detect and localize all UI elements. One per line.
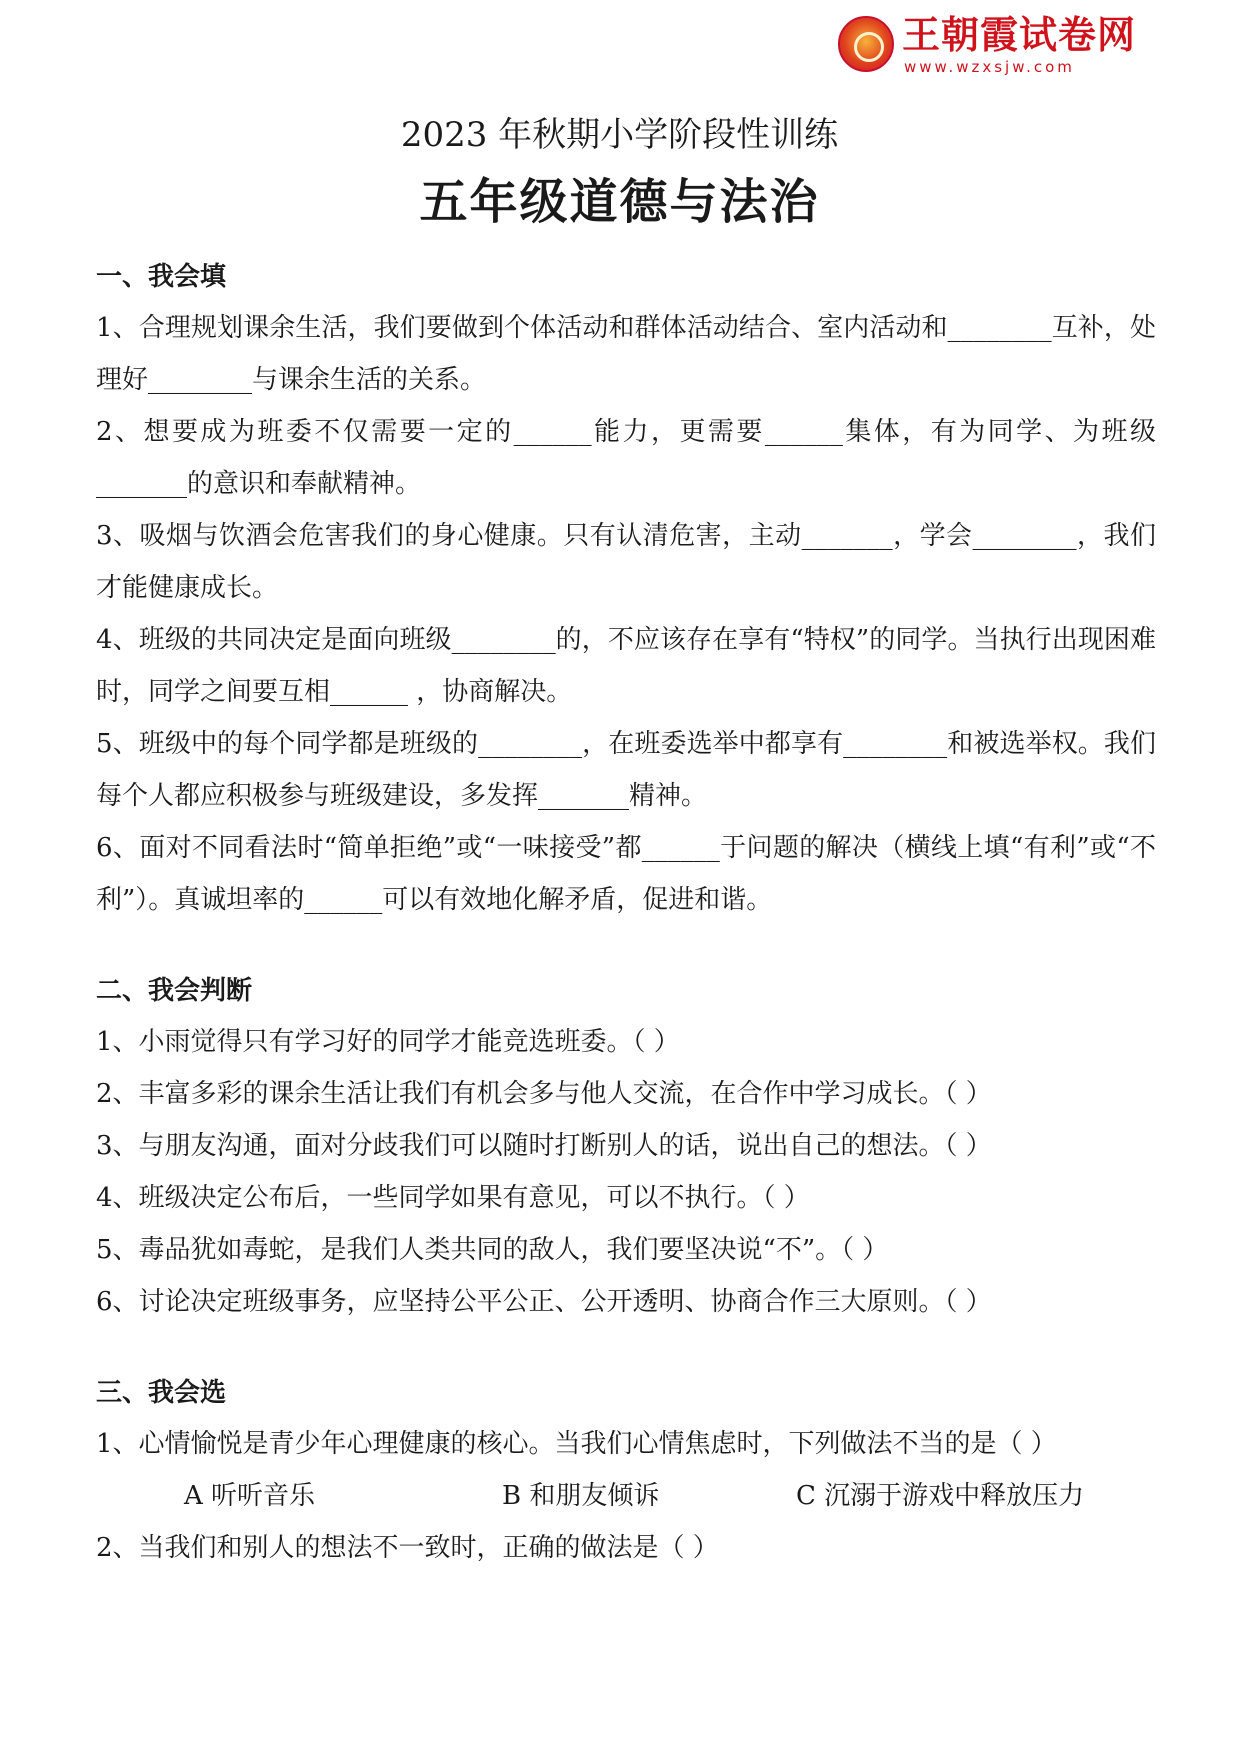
site-logo <box>838 12 1168 80</box>
choice-question-2: 2、当我们和别人的想法不一致时，正确的做法是（ ） <box>96 1533 719 1563</box>
choice-question-1: 1、心情愉悦是青少年心理健康的核心。当我们心情焦虑时，下列做法不当的是（ ） <box>96 1429 1057 1459</box>
choice-option-c: C 沉溺于游戏中释放压力 <box>796 1481 1085 1511</box>
exam-title: 五年级道德与法治 <box>419 174 820 230</box>
judge-question-1: 1、小雨觉得只有学习好的同学才能竞选班委。（ ） <box>96 1027 680 1057</box>
section-spacer <box>96 1328 1156 1368</box>
judge-question-6: 6、讨论决定班级事务，应坚持公平公正、公开透明、协商合作三大原则。（ ） <box>96 1287 992 1317</box>
fill-question-1: 1、合理规划课余生活，我们要做到个体活动和群体活动结合、室内活动和________互补，处理好________与课余生活的关系。 <box>96 313 1156 395</box>
judge-question-4: 4、班级决定公布后，一些同学如果有意见，可以不执行。（ ） <box>96 1183 810 1213</box>
exam-header <box>0 110 1239 234</box>
section-judge <box>96 966 1156 1328</box>
judge-question-3: 3、与朋友沟通，面对分歧我们可以随时打断别人的话，说出自己的想法。（ ） <box>96 1131 992 1161</box>
fill-question-3: 3、吸烟与饮酒会危害我们的身心健康。只有认清危害，主动_______，学会________，我们才能健康成长。 <box>96 521 1156 603</box>
logo-name: 王朝霞试卷网 <box>902 13 1137 57</box>
fill-question-4: 4、班级的共同决定是面向班级________的，不应该存在享有“特权”的同学。当执行出现困难时，同学之间要互相______ ，协商解决。 <box>96 625 1156 707</box>
judge-question-5: 5、毒品犹如毒蛇，是我们人类共同的敌人，我们要坚决说“不”。（ ） <box>96 1235 889 1265</box>
section-heading: 一、我会填 <box>96 262 227 292</box>
exam-subtitle: 2023 年秋期小学阶段性训练 <box>400 115 839 155</box>
section-heading: 三、我会选 <box>96 1378 227 1408</box>
fill-question-2: 2、想要成为班委不仅需要一定的______能力，更需要______集体，有为同学、为班级_______的意识和奉献精神。 <box>96 417 1156 499</box>
logo-url: www.wzxsjw.com <box>904 58 1075 76</box>
choice-options <box>96 1470 1156 1522</box>
section-fill-in <box>96 252 1156 926</box>
choice-option-b: B 和朋友倾诉 <box>502 1481 660 1511</box>
fill-question-5: 5、班级中的每个同学都是班级的________，在班委选举中都享有________和被选举权。我们每个人都应积极参与班级建设，多发挥_______精神。 <box>96 729 1156 811</box>
exam-content <box>96 252 1156 1574</box>
section-choice <box>96 1368 1156 1574</box>
logo-emblem-icon <box>838 16 894 72</box>
fill-question-6: 6、面对不同看法时“简单拒绝”或“一味接受”都______于问题的解决（横线上填“有利”或“不利”）。真诚坦率的______可以有效地化解矛盾，促进和谐。 <box>96 833 1156 915</box>
choice-option-a: A 听听音乐 <box>184 1481 316 1511</box>
section-spacer <box>96 926 1156 966</box>
section-heading: 二、我会判断 <box>96 976 253 1006</box>
judge-question-2: 2、丰富多彩的课余生活让我们有机会多与他人交流，在合作中学习成长。（ ） <box>96 1079 992 1109</box>
